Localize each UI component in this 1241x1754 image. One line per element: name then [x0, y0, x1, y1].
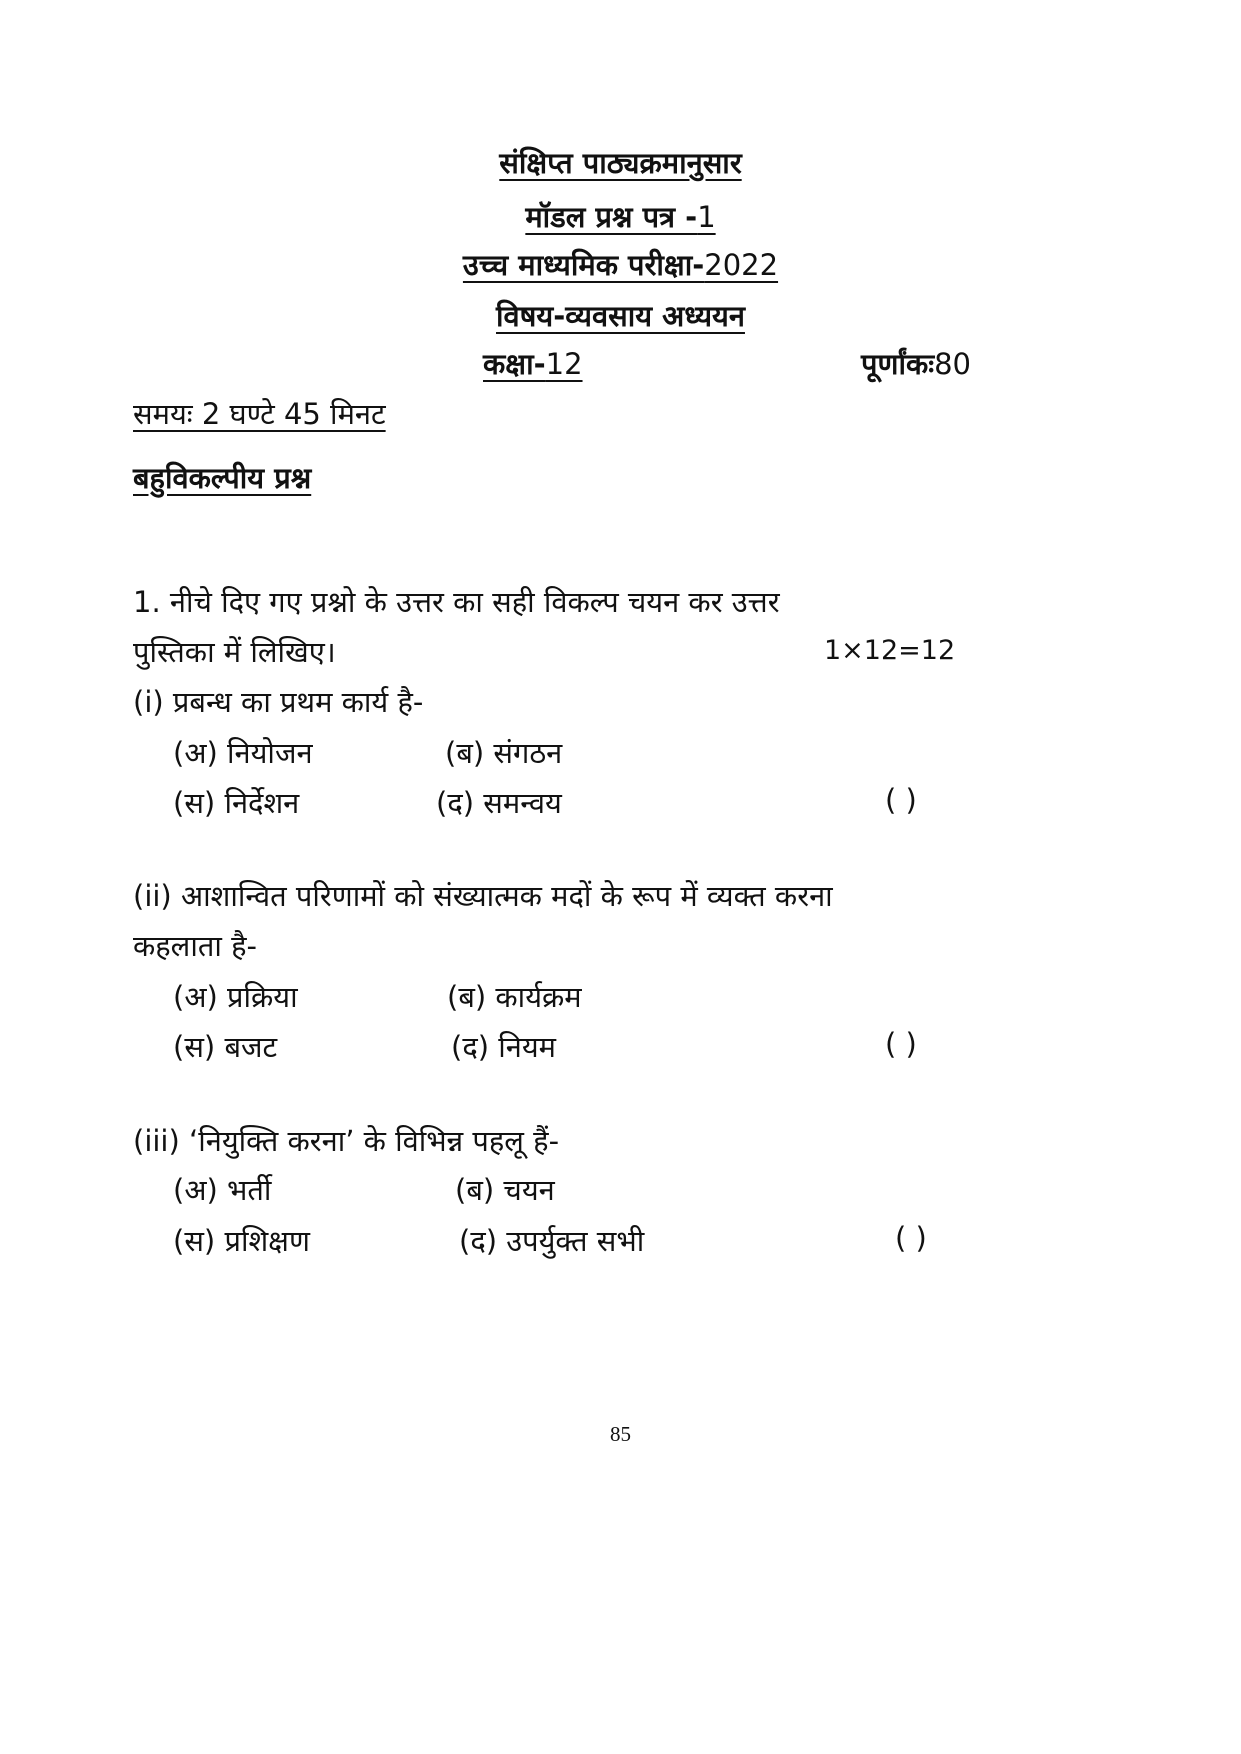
question-1-option-b: (ब) संगठन: [445, 736, 563, 770]
page-number: 85: [610, 1422, 631, 1446]
question-1-answer-box: ( ): [885, 783, 917, 817]
instruction-marks: 1×12=12: [824, 635, 956, 666]
header-line-subject: विषय-व्यवसाय अध्ययन: [496, 299, 745, 333]
question-1-option-a: (अ) नियोजन: [173, 736, 313, 770]
question-3-option-c: (स) प्रशिक्षण: [173, 1224, 310, 1258]
question-3-option-a: (अ) भर्ती: [173, 1173, 272, 1207]
question-2-option-d: (द) नियम: [451, 1030, 557, 1064]
question-2-text-line-2: कहलाता है-: [133, 929, 257, 963]
exam-label: उच्च माध्यमिक परीक्षा-: [462, 248, 705, 282]
class-label: [483, 344, 583, 383]
question-1-option-c: (स) निर्देशन: [173, 786, 300, 820]
question-2-option-a: (अ) प्रक्रिया: [173, 980, 298, 1014]
question-2-text-line-1: (ii) आशान्वित परिणामों को संख्यात्मक मदों के रूप में व्यक्त करना: [133, 879, 833, 913]
instruction-line-2: पुस्तिका में लिखिए।: [133, 635, 336, 669]
model-paper-number: 1: [697, 200, 716, 234]
question-2-option-c: (स) बजट: [173, 1030, 278, 1064]
class-text: कक्षा-: [483, 347, 546, 381]
question-3-option-b: (ब) चयन: [455, 1173, 555, 1207]
total-marks-label: पूर्णांकः: [861, 347, 935, 381]
time-allowed: समयः 2 घण्टे 45 मिनट: [133, 397, 386, 431]
question-3-answer-box: ( ): [895, 1221, 927, 1255]
question-1-text: (i) प्रबन्ध का प्रथम कार्य है-: [133, 685, 424, 719]
exam-year: 2022: [704, 248, 779, 282]
header-line-exam: [0, 245, 1241, 284]
total-marks: [861, 344, 971, 383]
header-line-syllabus: संक्षिप्त पाठ्यक्रमानुसार: [499, 146, 742, 180]
model-paper-label: मॉडल प्रश्न पत्र -: [525, 200, 698, 234]
question-1-option-d: (द) समन्वय: [436, 786, 562, 820]
class-number: 12: [545, 347, 583, 381]
header-line-model-paper: [0, 197, 1241, 236]
question-2-option-b: (ब) कार्यक्रम: [447, 980, 582, 1014]
instruction-line-1: 1. नीचे दिए गए प्रश्नो के उत्तर का सही विकल्प चयन कर उत्तर: [133, 585, 780, 619]
total-marks-value: 80: [934, 347, 971, 381]
question-3-text: (iii) ‘नियुक्ति करना’ के विभिन्न पहलू हैं-: [133, 1124, 560, 1158]
section-title: बहुविकल्पीय प्रश्न: [133, 461, 312, 495]
question-2-answer-box: ( ): [885, 1027, 917, 1061]
question-3-option-d: (द) उपर्युक्त सभी: [459, 1224, 645, 1258]
